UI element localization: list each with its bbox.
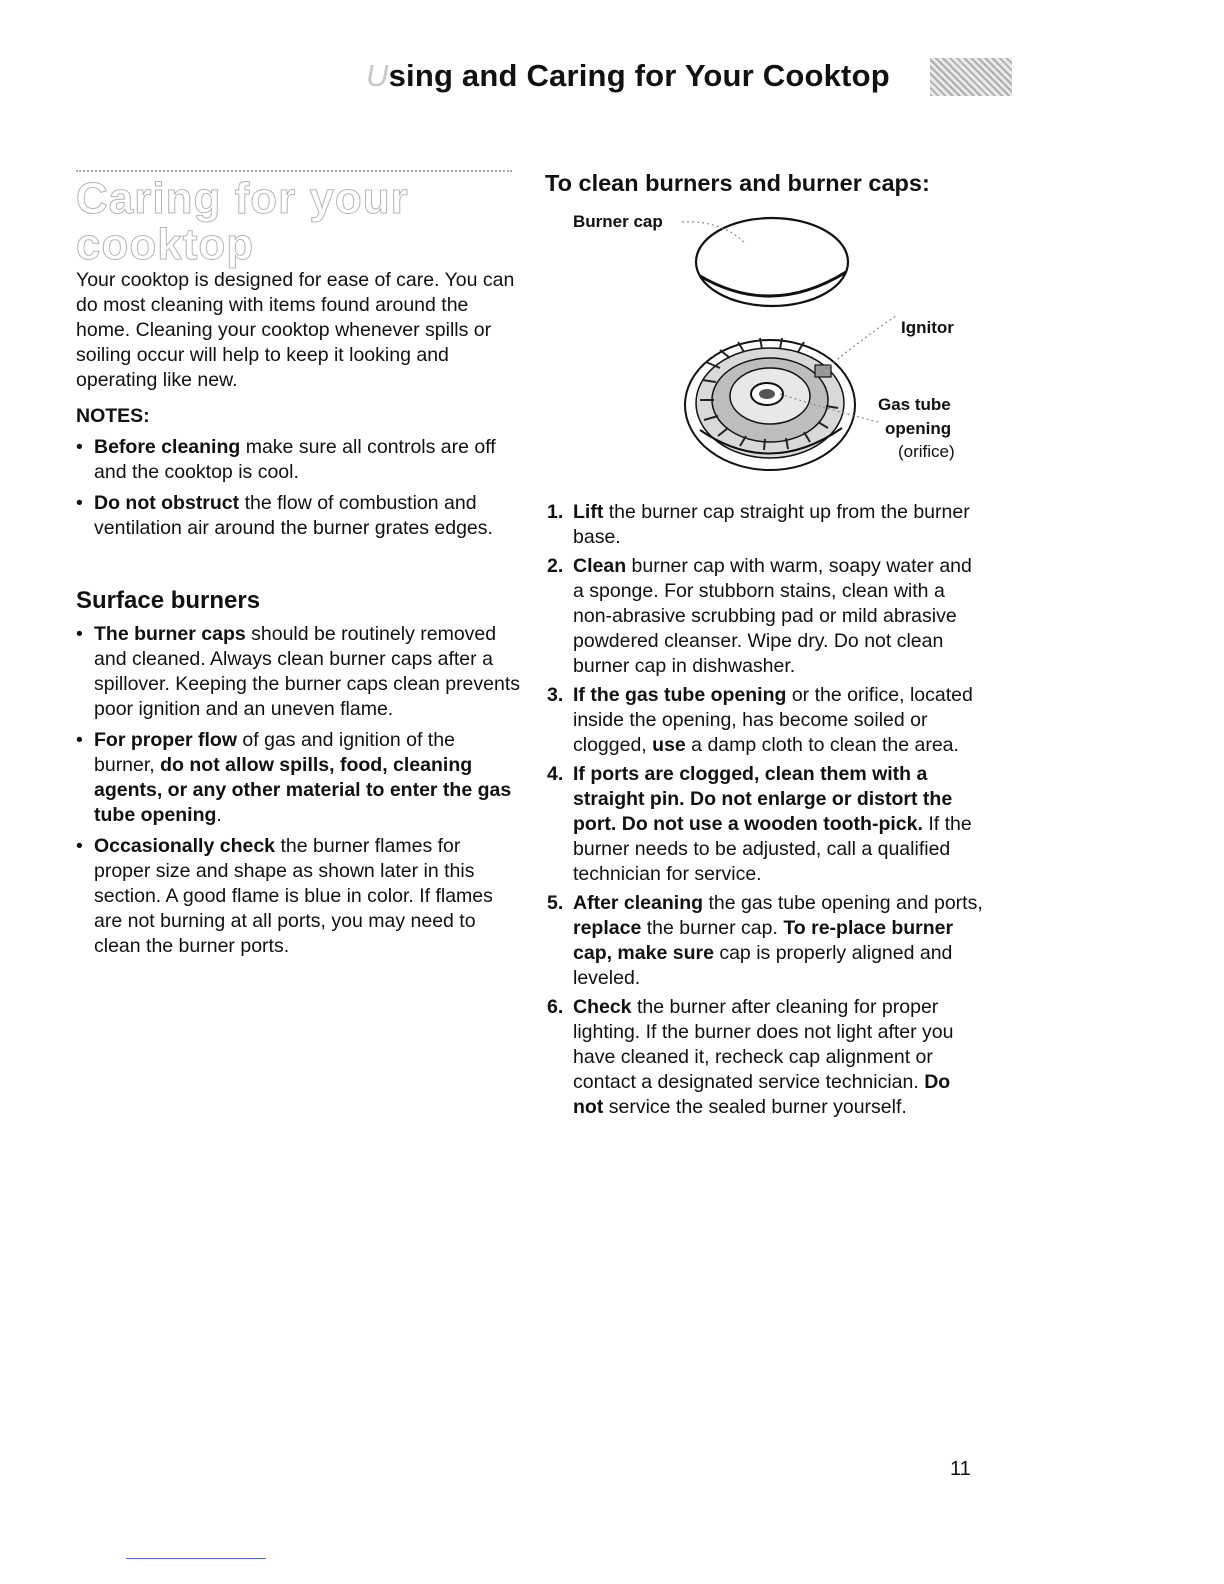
step-item: 6. Check the burner after cleaning for proper lighting. If the burner does not light after you have cleaned it, recheck cap alignment or contact a designated service technician. Do not service the sealed burner yourself. (547, 996, 954, 1118)
step-item: 4. If ports are clogged, clean them with a straight pin. Do not enlarge or distort the port. Do not use a wooden tooth-pick. If the burner needs to be adjusted, call a qualified technician for service. (547, 763, 972, 885)
gas-tube-label: Gas tube (878, 395, 951, 414)
header-decoration (930, 58, 1012, 96)
burner-base-illustration (685, 340, 855, 470)
ignitor-label: Ignitor (901, 318, 954, 337)
surface-item: • Occasionally check the burner flames for proper size and shape as shown later in this section. A good flame is blue in color. If flames are not burning at all ports, you may need to clean the burner ports. (76, 834, 521, 959)
surface-item: • For proper flow of gas and ignition of the burner, do not allow spills, food, cleaning agents, or any other material to enter the gas tube opening. (76, 728, 521, 828)
note-item: • Before cleaning make sure all controls are off and the cooktop is cool. (76, 435, 521, 485)
opening-label: opening (885, 419, 952, 438)
step-number: 6. (547, 996, 564, 1018)
step-item: 1. Lift the burner cap straight up from the burner base. (547, 501, 970, 548)
step-item: 5. After cleaning the gas tube opening and ports, replace the burner cap. To re-place burner cap, make sure cap is properly aligned and leveled. (547, 892, 983, 989)
page-number: 11 (950, 1458, 971, 1480)
burner-cap-label: Burner cap (573, 212, 663, 231)
page-title (366, 58, 926, 108)
burner-cap-illustration (696, 218, 848, 306)
title-text: sing and Caring for Your Cooktop (388, 58, 890, 93)
surface-item: • The burner caps should be routinely removed and cleaned. Always clean burner caps after a spillover. Keeping the burner caps clean prevents poor ignition and an uneven flame. (76, 622, 521, 722)
step-number: 5. (547, 892, 564, 914)
burner-diagram (560, 200, 980, 485)
step-number: 4. (547, 763, 564, 785)
intro-paragraph: Your cooktop is designed for ease of care. You can do most cleaning with items found around the home. Cleaning your cooktop whenever spills or soiling occur will help to keep it looking and operating like new. (76, 269, 515, 391)
notes-label: NOTES: (76, 405, 150, 427)
note-item: • Do not obstruct the flow of combustion and ventilation air around the burner grates edges. (76, 491, 521, 541)
section-heading: Caring for your cooktop (76, 174, 409, 269)
orifice-label: (orifice) (898, 442, 955, 461)
step-item: 2. Clean burner cap with warm, soapy water and a sponge. For stubborn stains, clean with a non-abrasive scrubbing pad or mild abrasive powdered cleanser. Wipe dry. Do not clean burner cap in dishwasher. (547, 555, 972, 677)
section-divider (76, 170, 512, 172)
step-number: 3. (547, 684, 564, 706)
step-item: 3. If the gas tube opening or the orifice, located inside the opening, has become soiled or clogged, use a damp cloth to clean the area. (547, 684, 973, 756)
cleaning-steps (545, 500, 985, 1124)
step-number: 2. (547, 555, 564, 577)
surface-burners-heading: Surface burners (76, 587, 261, 614)
title-ghost-letter: U (366, 58, 389, 93)
footer-rule (126, 1558, 266, 1559)
step-number: 1. (547, 501, 564, 523)
clean-burners-heading: To clean burners and burner caps: (545, 170, 930, 196)
notes-list (76, 435, 521, 547)
surface-burners-list (76, 622, 521, 965)
